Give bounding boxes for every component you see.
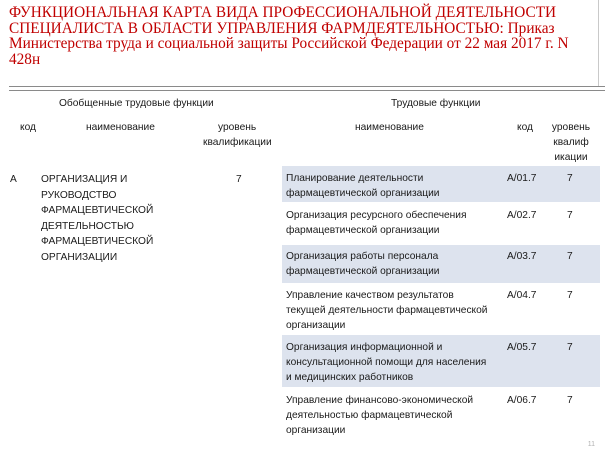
gtf-name-line: ФАРМАЦЕВТИЧЕСКОЙ xyxy=(41,236,154,247)
gtf-name-line: ОРГАНИЗАЦИИ xyxy=(41,251,118,263)
header-code: код xyxy=(20,122,36,133)
header-name: наименование xyxy=(86,122,155,133)
function-name-line: Планирование деятельности xyxy=(286,173,424,184)
header-group-left: Обобщенные трудовые функции xyxy=(59,98,214,109)
function-name-line: Организация работы персонала xyxy=(286,251,439,262)
header-level2-3: икации xyxy=(554,152,588,163)
function-name-line: фармацевтической организации xyxy=(286,225,440,236)
function-level: 7 xyxy=(567,251,573,262)
function-code: A/01.7 xyxy=(507,173,537,184)
gtf-name-line: РУКОВОДСТВО xyxy=(41,189,117,201)
function-name-line: консультационной помощи для населения xyxy=(286,357,487,368)
header-level-1: уровень xyxy=(218,122,257,133)
title-divider-vertical xyxy=(598,0,599,86)
function-name-line: организации xyxy=(286,320,346,331)
function-level: 7 xyxy=(567,173,573,184)
header-level-2: квалификации xyxy=(203,137,272,148)
function-code: A/06.7 xyxy=(507,395,537,406)
function-name-line: деятельностью фармацевтической xyxy=(286,410,453,421)
gtf-name-line: ОРГАНИЗАЦИЯ И xyxy=(41,174,128,185)
function-code: A/05.7 xyxy=(507,342,537,353)
page-number: 11 xyxy=(587,441,595,448)
gtf-level: 7 xyxy=(236,174,242,185)
title-rule-top xyxy=(9,86,605,87)
function-name-line: организации xyxy=(286,425,346,436)
title-rest: : Приказ Министерства труда и социальной защиты Российской Федерации от 22 мая 2017 г. N 428н xyxy=(9,19,569,68)
function-level: 7 xyxy=(567,395,573,406)
gtf-name-line: ДЕЯТЕЛЬНОСТЬЮ xyxy=(41,220,134,232)
function-level: 7 xyxy=(567,290,573,301)
header-level2-2: квалиф xyxy=(553,137,589,148)
function-name-line: и медицинских работников xyxy=(286,372,414,383)
function-name-line: Организация ресурсного обеспечения xyxy=(286,210,467,221)
function-name-line: Организация информационной и xyxy=(286,342,443,353)
function-code: A/03.7 xyxy=(507,251,537,262)
header-level2-1: уровень xyxy=(551,122,591,133)
title-caps: ФУНКЦИОНАЛЬНАЯ КАРТА ВИДА ПРОФЕССИОНАЛЬНОЙ ДЕЯТЕЛЬНОСТИ СПЕЦИАЛИСТА В ОБЛАСТИ УПРАВЛЕНИЯ ФАРМДЕЯТЕЛЬНОСТЬЮ xyxy=(9,4,557,37)
title-rule-bottom xyxy=(9,90,605,91)
function-name-line: текущей деятельности фармацевтической xyxy=(286,305,488,316)
gtf-code: А xyxy=(10,174,17,185)
header-group-right: Трудовые функции xyxy=(391,98,481,109)
function-name-line: Управление финансово-экономической xyxy=(286,395,474,406)
slide-title xyxy=(9,5,599,67)
header-name-2: наименование xyxy=(355,122,424,133)
function-level: 7 xyxy=(567,342,573,353)
function-name-line: фармацевтической организации xyxy=(286,188,440,199)
function-code: A/02.7 xyxy=(507,210,537,221)
function-name-line: фармацевтической организации xyxy=(286,266,440,277)
function-code: A/04.7 xyxy=(507,290,537,301)
gtf-name-line: ФАРМАЦЕВТИЧЕСКОЙ xyxy=(41,205,154,216)
gtf-name xyxy=(41,172,153,265)
function-level: 7 xyxy=(567,210,573,221)
header-code-2: код xyxy=(517,122,533,133)
function-name-line: Управление качеством результатов xyxy=(286,290,454,301)
